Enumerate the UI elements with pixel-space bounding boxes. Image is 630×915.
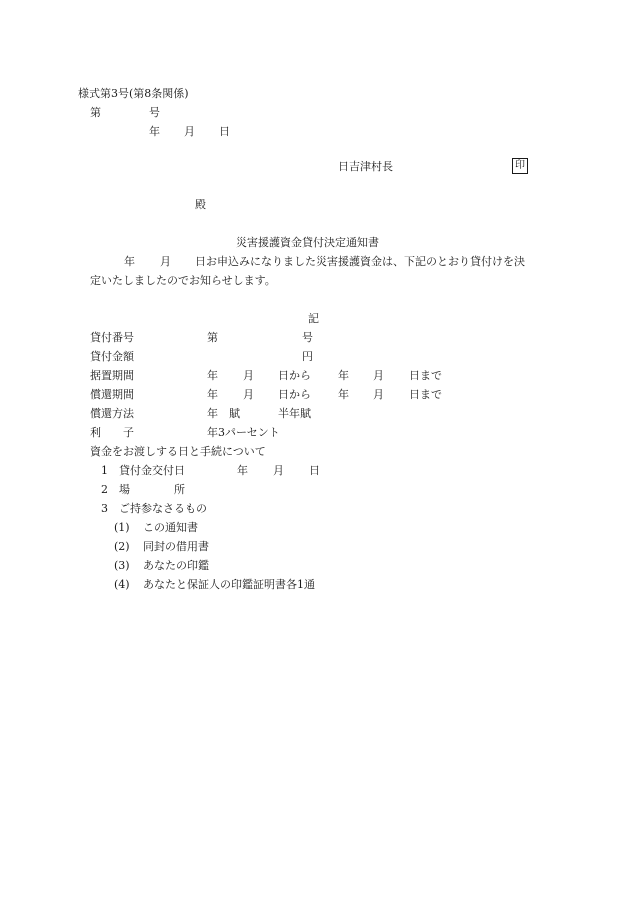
thing-1-num: (1) [114,521,130,534]
handover-sub1-day: 日 [309,464,320,477]
deferment-year-1: 年 [207,369,218,382]
repayment-year-1: 年 [207,388,218,401]
repayment-period-label: 償還期間 [90,388,134,401]
loan-amount-yen: 円 [302,350,313,363]
thing-4-num: (4) [114,578,130,591]
addressee-suffix: 殿 [195,198,206,211]
handover-sub1-month: 月 [273,464,284,477]
thing-1-text: この通知書 [143,521,198,534]
thing-2-text: 同封の借用書 [143,540,209,553]
thing-3-text: あなたの印鑑 [143,559,209,572]
body-year: 年 [124,255,135,268]
thing-2-num: (2) [114,540,130,553]
deferment-until: 日まで [409,369,442,382]
doc-number-go: 号 [149,106,160,119]
handover-sub2-num: 2 [101,483,108,496]
form-label: 様式第3号(第8条関係) [78,87,189,100]
deferment-month-1: 月 [243,369,254,382]
repayment-method-label: 償還方法 [90,407,134,420]
interest-rate: 年3パーセント [207,426,280,439]
repayment-month-1: 月 [243,388,254,401]
issuer-name: 日吉津村長 [338,160,393,173]
issue-date-day: 日 [219,125,230,138]
handover-sub2-label: 場 所 [119,483,185,496]
repayment-method-semiannual: 半年賦 [278,407,311,420]
thing-3-num: (3) [114,559,130,572]
deferment-from: 日から [278,369,311,382]
document-title: 災害援護資金貸付決定通知書 [236,236,379,249]
issue-date-year: 年 [149,125,160,138]
handover-sub1-year: 年 [237,464,248,477]
body-month: 月 [160,255,171,268]
handover-label: 資金をお渡しする日と手続について [90,445,266,458]
repayment-until: 日まで [409,388,442,401]
loan-number-label: 貸付番号 [90,331,134,344]
deferment-year-2: 年 [338,369,349,382]
repayment-from: 日から [278,388,311,401]
loan-amount-label: 貸付金額 [90,350,134,363]
loan-number-dai: 第 [207,331,218,344]
handover-sub1-label: 貸付金交付日 [119,464,185,477]
interest-label: 利 子 [90,426,134,439]
handover-sub3-label: ご持参なさるもの [119,502,207,515]
handover-sub3-num: 3 [101,502,108,515]
repayment-year-2: 年 [338,388,349,401]
deferment-month-2: 月 [373,369,384,382]
loan-number-go: 号 [302,331,313,344]
seal-mark: 印 [512,158,528,174]
thing-4-text: あなたと保証人の印鑑証明書各1通 [143,578,315,591]
ki-heading: 記 [308,312,319,325]
deferment-label: 据置期間 [90,369,134,382]
body-line1-text: 日お申込みになりました災害援護資金は、下記のとおり貸付けを決 [195,255,525,268]
handover-sub1-num: 1 [101,464,108,477]
body-line2-text: 定いたしましたのでお知らせします。 [90,274,276,287]
doc-number-dai: 第 [90,106,101,119]
issue-date-month: 月 [184,125,195,138]
repayment-month-2: 月 [373,388,384,401]
repayment-method-annual: 年 賦 [207,407,240,420]
